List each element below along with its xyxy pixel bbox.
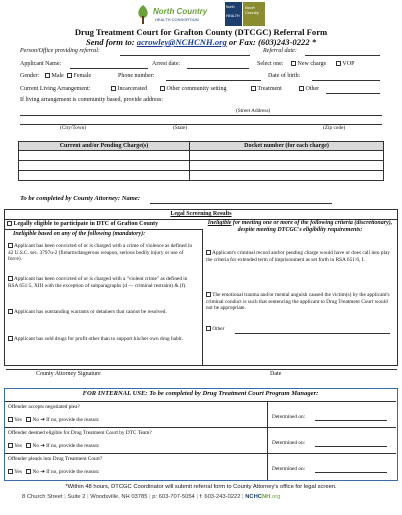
city-caption: (City/Town) (60, 125, 87, 131)
no-label: No (32, 469, 39, 475)
discretionary-item[interactable] (206, 292, 394, 312)
footer-note: *Within 48 hours, DTCGC Coordinator will submit referral form to County Attorney's office for legal screen. (65, 484, 337, 490)
vop-option[interactable] (336, 61, 354, 68)
discretionary-item-text: Other (212, 326, 225, 332)
discretionary-heading-rest: for meeting one or more of the following criteria (discretionary), despite meeting DTCGC's eligibility requirements: (231, 220, 393, 233)
determined-label: Determined on: (272, 440, 306, 446)
phone-label: Phone number: (118, 73, 155, 79)
discretionary-checkbox[interactable] (206, 250, 211, 255)
treatment-option[interactable] (251, 86, 282, 93)
mandatory-item-text: Applicant has outstanding warrants or detainers that cannot be resolved. (14, 309, 167, 315)
charge-cell[interactable] (19, 151, 190, 161)
vop-checkbox[interactable] (336, 61, 341, 66)
legally-eligible-option[interactable] (7, 221, 158, 228)
footer-sep: | (196, 494, 198, 500)
side-logo2-line1: North (245, 5, 255, 10)
side-logo-line1: North (226, 5, 235, 9)
yes-label: Yes (14, 417, 22, 423)
signature-line[interactable] (6, 369, 397, 370)
street-field[interactable] (20, 115, 382, 116)
internal-answer (8, 469, 100, 476)
internal-det-divider (267, 402, 268, 428)
docket-cell[interactable] (190, 151, 384, 161)
person-office-label: Person/Office providing referral: (20, 48, 100, 54)
other-community-option[interactable] (160, 86, 227, 93)
mandatory-item[interactable] (8, 276, 193, 289)
internal-question: Offender pleads into Drug Treatment Court? (8, 456, 103, 462)
arrow-icon: ➔ (40, 443, 45, 449)
internal-answer (8, 443, 100, 450)
determined-field[interactable] (315, 446, 387, 447)
other-checkbox[interactable] (299, 86, 304, 91)
docket-col-header: Docket number (for each charge) (190, 142, 384, 151)
mandatory-item-text: Applicant has sold drugs for profit other than to support his/her own drug habit. (14, 336, 183, 342)
arrow-icon: ➔ (40, 417, 45, 423)
footer-web-2: NH (261, 494, 271, 500)
no-label: No (32, 443, 39, 449)
internal-title: FOR INTERNAL USE: To be completed by Drug Treatment Court Program Manager: (82, 390, 319, 397)
footer-web-1: NCHC (245, 494, 262, 500)
incarcerated-option[interactable] (111, 86, 147, 93)
charge-cell[interactable] (19, 161, 190, 171)
send-prefix: Send form to: (85, 37, 137, 47)
county-attorney-label: To be completed by County Attorney: Name: (20, 195, 141, 202)
other-field[interactable] (326, 93, 380, 94)
yes-label: Yes (14, 469, 22, 475)
new-charge-option[interactable] (291, 61, 326, 68)
internal-det-divider (267, 454, 268, 480)
logo-text-sub: HEALTH CONSORTIUM (155, 17, 199, 22)
footer-sep: | (149, 494, 151, 500)
female-label: Female (73, 73, 92, 79)
living-label: Current Living Arrangement: (20, 86, 91, 92)
street-caption: (Street Address) (236, 108, 271, 114)
other-community-checkbox[interactable] (160, 86, 165, 91)
phone-field[interactable] (166, 80, 261, 81)
treatment-checkbox[interactable] (251, 86, 256, 91)
zip-caption: (Zip code) (323, 125, 346, 131)
yes-checkbox[interactable] (8, 417, 13, 422)
email-link[interactable]: acrowley@NCHCNH.org (136, 37, 227, 47)
charges-col-header: Current and/or Pending Charge(s) (19, 142, 190, 151)
other-label: Other (305, 86, 320, 92)
mandatory-checkbox[interactable] (8, 336, 13, 341)
footer-sep: | (242, 494, 244, 500)
female-option[interactable] (67, 73, 91, 80)
discretionary-item[interactable] (206, 326, 394, 333)
discretionary-item-text: Applicant's criminal record and/or pending charge would have or does call into play the criteria for extended term of imprisonment as set forth in RSA 651:6, I. (206, 250, 390, 263)
applicant-name-field[interactable] (70, 68, 148, 69)
no-checkbox[interactable] (26, 443, 31, 448)
footer-street: 8 Church Street (22, 494, 63, 500)
mandatory-checkbox[interactable] (8, 309, 13, 314)
male-label: Male (51, 73, 64, 79)
tree-icon (135, 3, 151, 25)
new-charge-label: New charge (297, 61, 327, 67)
mandatory-heading: Ineligible based on any of the following (mandatory): (13, 231, 146, 237)
footer-sep: | (64, 494, 66, 500)
footer-suite: Suite 2 (67, 494, 86, 500)
select-one-label: Select one: (257, 61, 284, 67)
signature-label: County Attorney Signature (36, 371, 101, 377)
ncbh-logo (133, 2, 223, 26)
charge-cell[interactable] (19, 171, 190, 181)
dob-label: Date of birth: (268, 73, 301, 79)
male-option[interactable] (45, 73, 64, 80)
send-line (0, 37, 402, 47)
charges-table (18, 141, 384, 181)
footer-web-3: .org (270, 494, 281, 500)
state-caption: (State) (173, 125, 188, 131)
applicant-name-label: Applicant Name: (20, 61, 62, 67)
dob-field[interactable] (312, 80, 380, 81)
gender-label: Gender: (20, 73, 40, 79)
signature-date-label: Date (270, 371, 282, 377)
determined-field[interactable] (315, 472, 387, 473)
male-checkbox[interactable] (45, 73, 50, 78)
no-label: No (32, 417, 39, 423)
side-logo-line3: HEALTH (226, 14, 240, 18)
internal-row (5, 402, 396, 428)
yes-checkbox[interactable] (8, 469, 13, 474)
referral-date-field[interactable] (305, 55, 380, 56)
reason-label: If no, provide the reason: (46, 417, 100, 423)
internal-det-divider (267, 428, 268, 454)
mandatory-checkbox[interactable] (8, 276, 13, 281)
no-checkbox[interactable] (26, 417, 31, 422)
internal-answer (8, 417, 100, 424)
footer-web[interactable] (245, 494, 280, 500)
discretionary-item-text: The emotional trauma and/or mental anguish caused the victim(s) by the applicant's criminal conduct is such that sentencing the applicant to Drug Treatment Court would not be appropriate. (206, 292, 390, 311)
mandatory-item[interactable] (8, 309, 193, 316)
screening-title: Legal Screening Results (170, 211, 232, 217)
female-checkbox[interactable] (67, 73, 72, 78)
logo-text-main: North Country (153, 7, 208, 16)
yes-label: Yes (14, 443, 22, 449)
reason-label: If no, provide the reason: (46, 443, 100, 449)
internal-question: Offender deemed eligible for Drug Treatment Court by DTC Team? (8, 430, 152, 436)
internal-question: Offender accepts negotiated plea? (8, 404, 80, 410)
side-logo (225, 2, 242, 26)
form-title: Drug Treatment Court for Grafton County (DTCGC) Referral Form (74, 27, 328, 37)
footer-sep: | (87, 494, 89, 500)
incarcerated-checkbox[interactable] (111, 86, 116, 91)
vop-label: VOP (342, 61, 355, 67)
mandatory-checkbox[interactable] (8, 243, 13, 248)
referral-date-label: Referral date: (263, 48, 297, 54)
footer-phone: p: 603-707-5054 (152, 494, 195, 500)
county-attorney-name-field[interactable] (150, 203, 332, 204)
discretionary-heading (204, 220, 396, 234)
mandatory-item[interactable] (8, 243, 193, 263)
mandatory-item[interactable] (8, 336, 193, 343)
internal-row (5, 454, 396, 480)
determined-label: Determined on: (272, 414, 306, 420)
footer-address-bar (22, 494, 280, 500)
footer-city: Woodsville, NH 03785 (90, 494, 148, 500)
legally-eligible-label: Legally eligible to participate in DTC of Grafton County (13, 221, 159, 227)
legally-eligible-checkbox[interactable] (7, 221, 12, 226)
new-charge-checkbox[interactable] (291, 61, 296, 66)
left-divider (5, 229, 202, 230)
mandatory-item-text: Applicant has been convicted of or is charged with a crime of violence as defined in 42 U.S.C. sec. 3797u-2 (firearm/dangerous weapon, serious bodily injury or use of force). (8, 243, 193, 262)
reason-label: If no, provide the reason: (46, 469, 100, 475)
footer-fax: f: 603-243-0222 (199, 494, 241, 500)
arrow-icon: ➔ (40, 469, 45, 475)
docket-cell[interactable] (190, 161, 384, 171)
determined-field[interactable] (315, 420, 387, 421)
docket-cell[interactable] (190, 171, 384, 181)
arrest-date-label: Arrest date: (152, 61, 181, 67)
discretionary-checkbox[interactable] (206, 326, 211, 331)
arrest-date-field[interactable] (187, 68, 249, 69)
side-logo2-line2: Country (245, 10, 260, 15)
community-note: If living arrangement is community based, provide address: (20, 97, 163, 103)
yes-checkbox[interactable] (8, 443, 13, 448)
screening-section (4, 209, 398, 366)
treatment-label: Treatment (257, 86, 282, 92)
side-logo-2 (243, 2, 265, 26)
discretionary-checkbox[interactable] (206, 292, 211, 297)
incarcerated-label: Incarcerated (117, 86, 148, 92)
other-community-label: Other community setting (166, 86, 227, 92)
internal-section (4, 388, 398, 481)
other-option[interactable] (299, 86, 319, 93)
discretionary-heading-u: Ineligible (207, 220, 232, 226)
internal-row (5, 428, 396, 454)
no-checkbox[interactable] (26, 469, 31, 474)
discretionary-item[interactable] (206, 250, 394, 263)
mandatory-item-text: Applicant has been convicted of or is charged with a "violent crime" as defined in RSA 651:5, XIII with the exception of subparagraphs (d — criminal restraint) & (f). (8, 276, 188, 289)
determined-label: Determined on: (272, 466, 306, 472)
person-office-field[interactable] (120, 55, 250, 56)
discretionary-other-field[interactable] (235, 333, 390, 334)
fax-text: or Fax: (603)243-0222 * (226, 37, 317, 47)
column-divider (202, 229, 203, 366)
